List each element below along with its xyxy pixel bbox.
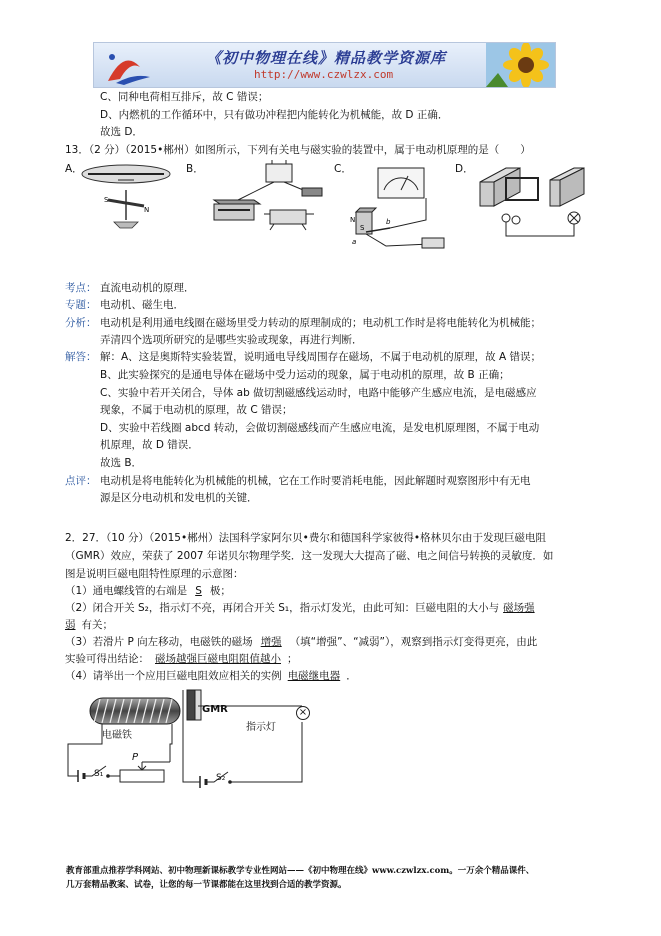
q27-part-4-prompt: （4）请举出一个应用巨磁电阻效应相关的实例 bbox=[65, 670, 282, 682]
banner-url[interactable]: http://www.czwlzx.com bbox=[254, 68, 394, 81]
comment-label: 点评： bbox=[65, 475, 97, 487]
svg-text:N: N bbox=[350, 216, 356, 224]
knowledge-label: 考点： bbox=[65, 282, 97, 294]
q27-part-1-answer: S bbox=[195, 585, 202, 597]
q13-option-c-label: C． bbox=[334, 163, 352, 175]
q27-part-2-prompt: （2）闭合开关 S₂，指示灯不亮，再闭合开关 S₁，指示灯发光，由此可知：巨磁电阻的大小与 bbox=[65, 602, 500, 614]
analysis-line-2: 弄清四个选项所研究的是哪些实验或现象，再进行判断． bbox=[100, 334, 363, 346]
q27-part-1-prompt: （1）通电螺线管的右端是 bbox=[65, 585, 188, 597]
oersted-experiment-figure bbox=[78, 160, 174, 230]
q12-option-c: C、同种电荷相互排斥，故 C 错误； bbox=[100, 91, 269, 103]
q27-part-3-answer: 增强 bbox=[260, 636, 282, 648]
svg-text:S: S bbox=[360, 224, 365, 232]
solution-line-7: 故选 B． bbox=[100, 457, 143, 469]
svg-text:S: S bbox=[104, 196, 109, 204]
q27-stem-line-3: 图是说明巨磁电阻特性原理的示意图： bbox=[65, 568, 244, 580]
q27-part-3-middle: （填“增强”、“减弱”），观察到指示灯变得更亮，由此 bbox=[289, 636, 538, 648]
gmr-label: GMR bbox=[202, 704, 228, 715]
solution-line-5: D、实验中若线圈 abcd 转动，会做切割磁感线而产生感应电流，是发电机原理图，不属于电动 bbox=[100, 422, 540, 434]
q27-stem-line-2: （GMR）效应，荣获了 2007 年诺贝尔物理学奖．这一发现大大提高了磁、电之间信号转换的灵敏度．如 bbox=[65, 550, 554, 562]
q27-part-2-answer-a: 磁场强 bbox=[503, 602, 535, 614]
q13-option-d-label: D． bbox=[455, 163, 474, 175]
q12-option-d: D、内燃机的工作循环中，只有做功冲程把内能转化为机械能，故 D 正确． bbox=[100, 109, 449, 121]
svg-text:a: a bbox=[352, 238, 357, 246]
header-banner bbox=[93, 42, 556, 88]
q27-part-4-answer: 电磁继电器 bbox=[287, 670, 341, 682]
q12-answer: 故选 D． bbox=[100, 126, 143, 138]
q27-part-2 bbox=[65, 600, 535, 616]
gmr-circuit-diagram bbox=[62, 686, 362, 794]
q27-part-3-conclusion-prompt: 实验可得出结论： bbox=[65, 653, 149, 665]
q27-part-3-conclusion-answer: 磁场越强巨磁电阻阻值越小 bbox=[155, 653, 281, 665]
q27-part-3-cont bbox=[65, 651, 298, 667]
svg-text:N: N bbox=[144, 206, 150, 214]
comment-line-2: 源是区分电动机和发电机的关键． bbox=[100, 492, 258, 504]
q27-part-1 bbox=[65, 583, 231, 599]
motor-principle-figure bbox=[204, 160, 328, 236]
q27-part-2-suffix: 有关； bbox=[81, 619, 113, 631]
analysis-line-1: 电动机是利用通电线圈在磁场里受力转动的原理制成的；电动机工作时是将电能转化为机械能； bbox=[100, 317, 541, 329]
logo-icon bbox=[94, 43, 184, 87]
q27-part-4 bbox=[65, 668, 357, 684]
q27-part-2-cont bbox=[65, 617, 113, 633]
electromagnet-label: 电磁铁 bbox=[102, 730, 132, 741]
solution-line-2: B、此实验探究的是通电导体在磁场中受力运动的现象，属于电动机的原理，故 B 正确； bbox=[100, 369, 510, 381]
solution-line-3: C、实验中若开关闭合，导体 ab 做切割磁感线运动时，电路中能够产生感应电流，是电磁感应 bbox=[100, 387, 537, 399]
induction-experiment-figure bbox=[346, 160, 450, 258]
q27-part-4-suffix: ． bbox=[346, 670, 357, 682]
solution-label: 解答： bbox=[65, 351, 97, 363]
topic-label: 专题： bbox=[65, 299, 97, 311]
q13-option-a-label: A． bbox=[65, 163, 83, 175]
q27-part-2-answer-b: 弱 bbox=[65, 619, 76, 631]
solution-line-4: 现象，不属于电动机的原理，故 C 错误； bbox=[100, 404, 293, 416]
q27-part-1-suffix: 极； bbox=[209, 585, 231, 597]
svg-text:b: b bbox=[386, 218, 391, 226]
footer-line-1: 教育部重点推荐学科网站、初中物理新课标教学专业性网站——《初中物理在线》www.czwlzx.com。一万余个精品课件、 bbox=[66, 866, 535, 876]
q13-option-b-label: B． bbox=[186, 163, 204, 175]
switch-s2-label: S₂ bbox=[216, 773, 226, 783]
topic-text: 电动机、磁生电． bbox=[100, 299, 184, 311]
sunflower-icon bbox=[486, 43, 555, 87]
banner-title: 《初中物理在线》精品教学资源库 bbox=[206, 49, 447, 67]
solution-line-1: 解：A、这是奥斯特实验装置，说明通电导线周围存在磁场，不属于电动机的原理，故 A 错误； bbox=[100, 351, 542, 363]
generator-figure bbox=[476, 162, 586, 242]
q27-part-3-suffix: ； bbox=[287, 653, 298, 665]
indicator-lamp-icon: × bbox=[296, 706, 310, 720]
q27-stem-line-1: 2．27．（10 分）（2015•郴州）法国科学家阿尔贝•费尔和德国科学家彼得•格林贝尔由于发现巨磁电阻 bbox=[65, 532, 547, 544]
footer-line-2: 几万套精品教案、试卷，让您的每一节课都能在这里找到合适的教学资源。 bbox=[66, 880, 347, 890]
lamp-label: 指示灯 bbox=[246, 722, 276, 733]
q13-stem: 13．（2 分）（2015•郴州）如图所示，下列有关电与磁实验的装置中，属于电动机原理的是（ ） bbox=[65, 144, 531, 156]
knowledge-text: 直流电动机的原理． bbox=[100, 282, 195, 294]
slider-p-label: P bbox=[132, 752, 139, 763]
switch-s1-label: S₁ bbox=[94, 769, 104, 779]
q27-part-3-prompt: （3）若滑片 P 向左移动，电磁铁的磁场 bbox=[65, 636, 253, 648]
comment-line-1: 电动机是将电能转化为机械能的机械，它在工作时要消耗电能，因此解题时观察图形中有无电 bbox=[100, 475, 531, 487]
analysis-label: 分析： bbox=[65, 317, 97, 329]
q27-part-3 bbox=[65, 634, 537, 650]
solution-line-6: 机原理，故 D 错误． bbox=[100, 439, 199, 451]
